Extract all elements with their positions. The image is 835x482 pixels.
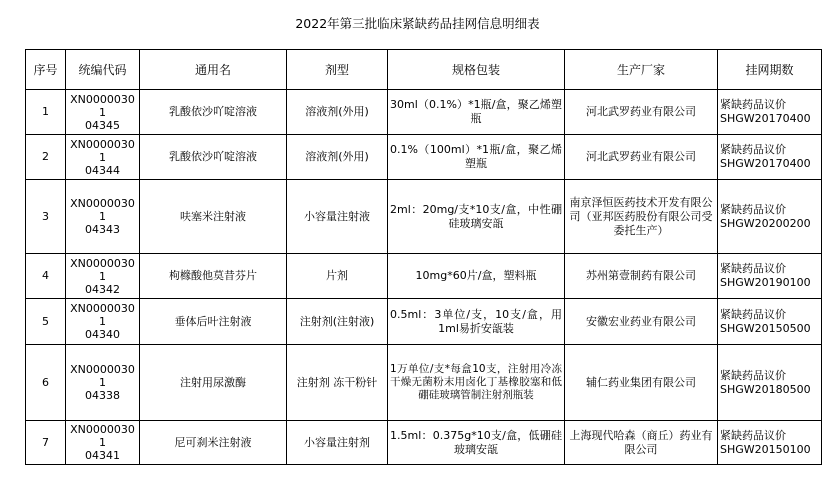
code-part-2: 04344	[85, 163, 120, 177]
cell-seq: 3	[26, 180, 66, 254]
code-part-2: 04342	[85, 282, 120, 296]
table-row	[26, 421, 822, 465]
period-code: SHGW20170400	[720, 112, 811, 125]
cell-spec: 1万单位/支*每盒10支，注射用冷冻干燥无菌粉末用卤化丁基橡胶塞和低硼硅玻璃管制注射剂瓶装	[388, 345, 565, 421]
table-row	[26, 180, 822, 254]
cell-form: 注射剂(注射液)	[287, 299, 388, 345]
cell-form: 片剂	[287, 254, 388, 299]
period-label: 紧缺药品议价	[720, 307, 786, 321]
cell-name: 尼可刹米注射液	[140, 421, 287, 465]
period-code: SHGW20190100	[720, 276, 811, 289]
code-part-2: 04340	[85, 328, 120, 341]
cell-seq: 7	[26, 421, 66, 465]
table-row	[26, 135, 822, 180]
header-form: 剂型	[287, 50, 388, 90]
period-label: 紧缺药品议价	[720, 143, 786, 156]
period-code: SHGW20180500	[720, 382, 811, 396]
cell-period	[718, 421, 822, 465]
cell-code	[66, 299, 140, 345]
document-title: 2022年第三批临床紧缺药品挂网信息明细表	[295, 16, 540, 31]
cell-maker: 河北武罗药业有限公司	[565, 90, 718, 135]
cell-seq: 5	[26, 299, 66, 345]
table-row	[26, 254, 822, 299]
code-part-1: XN00000301	[70, 92, 135, 119]
period-label: 紧缺药品议价	[720, 202, 786, 216]
cell-code	[66, 180, 140, 254]
cell-name: 呋塞米注射液	[140, 180, 287, 254]
period-label: 紧缺药品议价	[720, 368, 786, 382]
cell-name: 注射用尿激酶	[140, 345, 287, 421]
code-part-1: XN00000301	[70, 363, 135, 389]
cell-spec: 2ml：20mg/支*10支/盒，中性硼硅玻璃安瓿	[388, 180, 565, 254]
header-name: 通用名	[140, 50, 287, 90]
header-period: 挂网期数	[718, 50, 822, 90]
cell-code	[66, 135, 140, 180]
cell-name: 乳酸依沙吖啶溶液	[140, 90, 287, 135]
cell-name: 乳酸依沙吖啶溶液	[140, 135, 287, 180]
cell-name: 垂体后叶注射液	[140, 299, 287, 345]
header-seq: 序号	[26, 50, 66, 90]
cell-spec: 0.5ml：3单位/支，10支/盒，用1ml易折安瓿装	[388, 299, 565, 345]
code-part-2: 04341	[85, 449, 120, 462]
cell-spec: 1.5ml：0.375g*10支/盒，低硼硅玻璃安瓿	[388, 421, 565, 465]
cell-spec: 10mg*60片/盒，塑料瓶	[388, 254, 565, 299]
cell-maker: 辅仁药业集团有限公司	[565, 345, 718, 421]
cell-seq: 2	[26, 135, 66, 180]
cell-period	[718, 90, 822, 135]
header-row	[26, 50, 822, 90]
cell-period	[718, 299, 822, 345]
code-part-1: XN00000301	[70, 197, 135, 223]
header-maker: 生产厂家	[565, 50, 718, 90]
header-code: 统编代码	[66, 50, 140, 90]
code-part-1: XN00000301	[70, 302, 135, 328]
table-row	[26, 90, 822, 135]
cell-code	[66, 421, 140, 465]
cell-period	[718, 254, 822, 299]
period-label: 紧缺药品议价	[720, 98, 786, 111]
cell-seq: 1	[26, 90, 66, 135]
cell-code	[66, 254, 140, 299]
drug-table	[25, 49, 822, 465]
cell-seq: 4	[26, 254, 66, 299]
cell-form: 溶液剂(外用)	[287, 90, 388, 135]
cell-maker: 安徽宏业药业有限公司	[565, 299, 718, 345]
period-label: 紧缺药品议价	[720, 428, 786, 442]
cell-spec: 0.1%（100ml）*1瓶/盒，聚乙烯塑瓶	[388, 135, 565, 180]
cell-maker: 南京泽恒医药技术开发有限公司（亚邦医药股份有限公司受委托生产）	[565, 180, 718, 254]
cell-form: 注射剂 冻干粉针	[287, 345, 388, 421]
code-part-1: XN00000301	[70, 256, 135, 283]
code-part-1: XN00000301	[70, 423, 135, 449]
code-part-2: 04338	[85, 389, 120, 402]
header-spec: 规格包装	[388, 50, 565, 90]
cell-form: 溶液剂(外用)	[287, 135, 388, 180]
period-code: SHGW20150500	[720, 321, 811, 335]
cell-period	[718, 345, 822, 421]
code-part-2: 04343	[85, 223, 120, 236]
period-code: SHGW20170400	[720, 157, 811, 170]
code-part-1: XN00000301	[70, 137, 135, 164]
cell-form: 小容量注射液	[287, 180, 388, 254]
period-label: 紧缺药品议价	[720, 262, 786, 275]
cell-maker: 苏州第壹制药有限公司	[565, 254, 718, 299]
table-row	[26, 299, 822, 345]
period-code: SHGW20150100	[720, 442, 811, 456]
cell-maker: 上海现代哈森（商丘）药业有限公司	[565, 421, 718, 465]
cell-code	[66, 90, 140, 135]
cell-form: 小容量注射剂	[287, 421, 388, 465]
cell-maker: 河北武罗药业有限公司	[565, 135, 718, 180]
cell-seq: 6	[26, 345, 66, 421]
cell-code	[66, 345, 140, 421]
cell-spec: 30ml（0.1%）*1瓶/盒，聚乙烯塑瓶	[388, 90, 565, 135]
cell-period	[718, 180, 822, 254]
table-row	[26, 345, 822, 421]
cell-name: 枸橼酸他莫昔芬片	[140, 254, 287, 299]
period-code: SHGW20200200	[720, 216, 811, 230]
cell-period	[718, 135, 822, 180]
code-part-2: 04345	[85, 118, 120, 132]
